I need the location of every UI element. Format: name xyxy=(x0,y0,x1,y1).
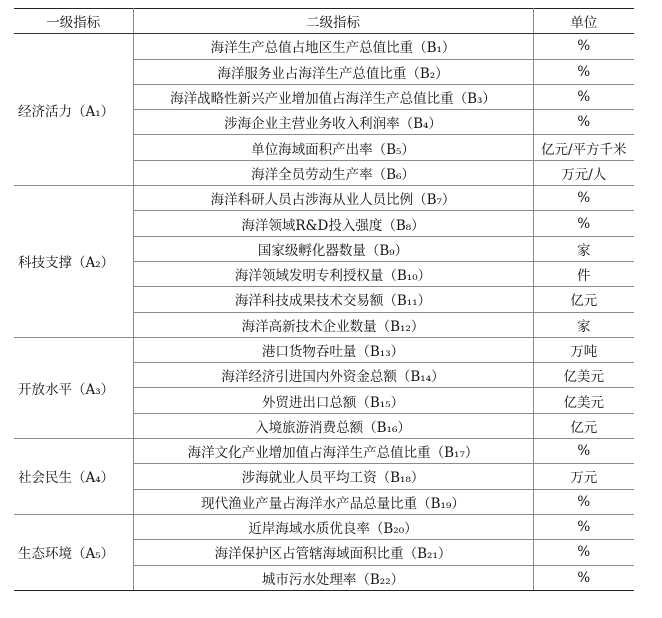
level2-indicator: 外贸进出口总额（B₁₅） xyxy=(133,388,533,413)
unit-cell: % xyxy=(533,565,634,590)
unit-cell: % xyxy=(533,59,634,84)
level2-indicator: 海洋科技成果技术交易额（B₁₁） xyxy=(133,287,533,312)
table-row xyxy=(14,34,634,59)
level2-indicator: 海洋领域R&D投入强度（B₈） xyxy=(133,211,533,236)
level2-indicator: 现代渔业产量占海洋水产品总量比重（B₁₉） xyxy=(133,489,533,514)
table-row xyxy=(14,186,634,211)
level2-indicator: 单位海域面积产出率（B₅） xyxy=(133,135,533,160)
level2-indicator: 海洋服务业占海洋生产总值比重（B₂） xyxy=(133,59,533,84)
level2-indicator: 近岸海域水质优良率（B₂₀） xyxy=(133,514,533,539)
level2-indicator: 海洋生产总值占地区生产总值比重（B₁） xyxy=(133,34,533,59)
level2-indicator: 海洋经济引进国内外资金总额（B₁₄） xyxy=(133,363,533,388)
table-row xyxy=(14,439,634,464)
unit-cell: % xyxy=(533,34,634,59)
level2-indicator: 涉海就业人员平均工资（B₁₈） xyxy=(133,464,533,489)
unit-cell: 亿美元 xyxy=(533,388,634,413)
unit-cell: 亿元 xyxy=(533,287,634,312)
unit-cell: 万吨 xyxy=(533,337,634,362)
indicator-table xyxy=(14,8,634,591)
level2-indicator: 港口货物吞吐量（B₁₃） xyxy=(133,337,533,362)
unit-cell: 万元/人 xyxy=(533,160,634,185)
level2-indicator: 国家级孵化器数量（B₉） xyxy=(133,236,533,261)
table-row xyxy=(14,514,634,539)
unit-cell: 万元 xyxy=(533,464,634,489)
unit-cell: 家 xyxy=(533,236,634,261)
level2-indicator: 海洋高新技术企业数量（B₁₂） xyxy=(133,312,533,337)
level2-indicator: 涉海企业主营业务收入利润率（B₄） xyxy=(133,110,533,135)
level1-indicator: 开放水平（A₃） xyxy=(14,337,133,438)
unit-cell: 亿美元 xyxy=(533,363,634,388)
unit-cell: % xyxy=(533,514,634,539)
table-body xyxy=(14,34,634,591)
unit-cell: % xyxy=(533,439,634,464)
unit-cell: 件 xyxy=(533,261,634,286)
table-header xyxy=(14,9,634,34)
unit-cell: 家 xyxy=(533,312,634,337)
level2-indicator: 海洋全员劳动生产率（B₆） xyxy=(133,160,533,185)
level2-indicator: 海洋文化产业增加值占海洋生产总值比重（B₁₇） xyxy=(133,439,533,464)
header-level2: 二级指标 xyxy=(133,9,533,34)
unit-cell: % xyxy=(533,84,634,109)
header-level1: 一级指标 xyxy=(14,9,133,34)
unit-cell: 亿元 xyxy=(533,413,634,438)
unit-cell: % xyxy=(533,211,634,236)
header-unit: 单位 xyxy=(533,9,634,34)
unit-cell: % xyxy=(533,489,634,514)
level1-indicator: 经济活力（A₁） xyxy=(14,34,133,186)
unit-cell: 亿元/平方千米 xyxy=(533,135,634,160)
level2-indicator: 入境旅游消费总额（B₁₆） xyxy=(133,413,533,438)
unit-cell: % xyxy=(533,186,634,211)
header-row xyxy=(14,9,634,34)
level1-indicator: 社会民生（A₄） xyxy=(14,439,133,515)
level1-indicator: 科技支撑（A₂） xyxy=(14,186,133,338)
level2-indicator: 城市污水处理率（B₂₂） xyxy=(133,565,533,590)
level2-indicator: 海洋保护区占管辖海域面积比重（B₂₁） xyxy=(133,540,533,565)
level2-indicator: 海洋战略性新兴产业增加值占海洋生产总值比重（B₃） xyxy=(133,84,533,109)
level1-indicator: 生态环境（A₅） xyxy=(14,514,133,590)
table-row xyxy=(14,337,634,362)
unit-cell: % xyxy=(533,540,634,565)
level2-indicator: 海洋科研人员占涉海从业人员比例（B₇） xyxy=(133,186,533,211)
level2-indicator: 海洋领域发明专利授权量（B₁₀） xyxy=(133,261,533,286)
unit-cell: % xyxy=(533,110,634,135)
